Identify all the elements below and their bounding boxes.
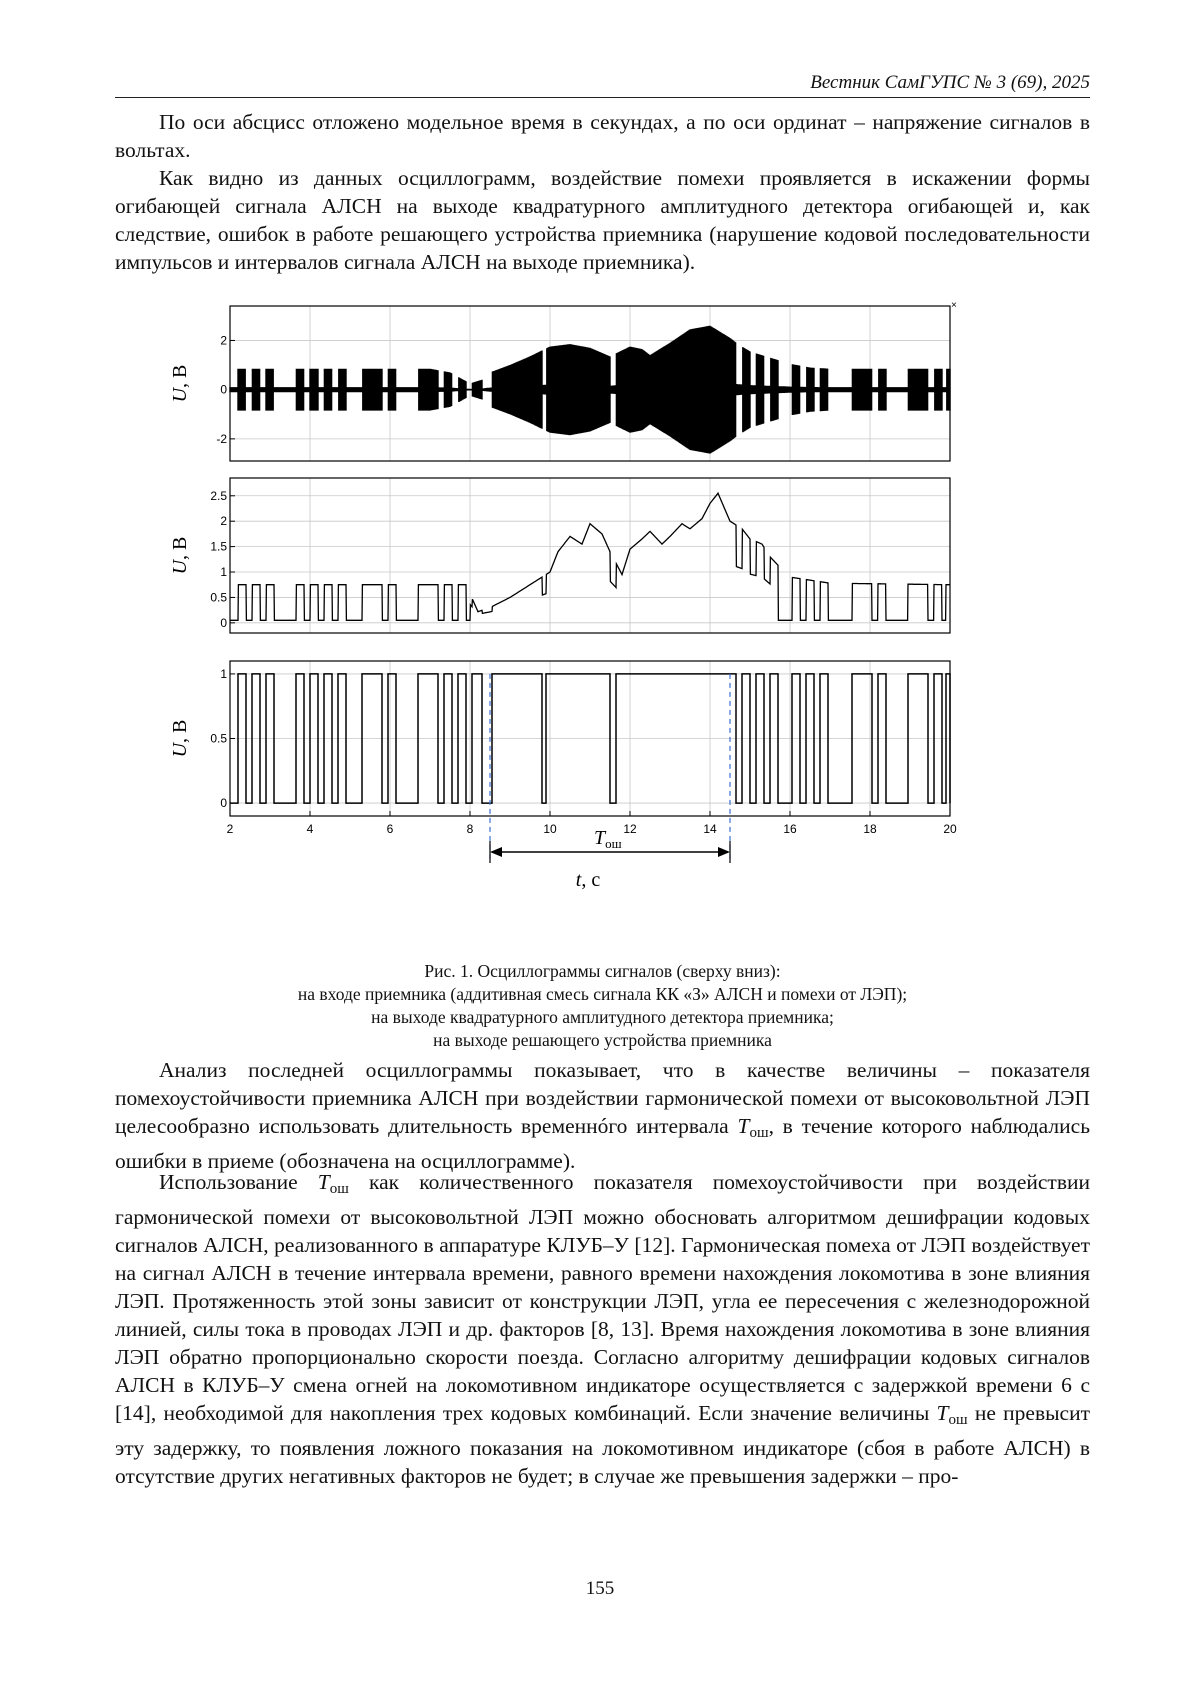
error-interval-arrowhead-left: [490, 847, 502, 857]
x-axis-symbol: t: [575, 869, 582, 891]
t-err-symbol: T: [737, 1114, 750, 1138]
paragraph-3: [115, 1056, 1090, 1175]
y-tick-label: 0: [220, 382, 227, 397]
journal-header: Вестник СамГУПС № 3 (69), 2025: [810, 72, 1090, 93]
x-tick-label: 2: [226, 822, 234, 836]
y-tick-label: 0.5: [210, 731, 227, 746]
y-axis-symbol: U: [169, 742, 191, 758]
t-err-symbol: T: [936, 1400, 949, 1425]
error-interval-subscript: ош: [605, 836, 622, 851]
y-tick-label: 0: [220, 615, 227, 630]
y-tick-label: 0: [220, 796, 227, 811]
y-axis-label: [169, 537, 191, 575]
x-tick-label: 18: [863, 822, 877, 836]
y-axis-symbol: U: [169, 387, 191, 403]
x-axis-unit: , с: [581, 869, 601, 891]
figure-caption: [115, 960, 1090, 1052]
x-tick-label: 16: [783, 822, 797, 836]
y-tick-label: 1: [220, 666, 227, 681]
caption-line-3: на выходе квадратурного амплитудного детектора приемника;: [371, 1007, 834, 1027]
paragraph-4-part-c: не превысит эту задержку, то появления ложного показания на локомотивном индикаторе (сбоя в работе АЛСН) в отсутствие других негативных факторов не будет; в случае же превышения задержки – про-: [115, 1400, 1090, 1488]
x-tick-label: 4: [306, 822, 314, 836]
oscillogram-panel-2: [169, 478, 950, 633]
t-err-subscript: ош: [948, 1411, 968, 1428]
paragraph-1: По оси абсцисс отложено модельное время в секундах, а по оси ординат – напряжение сигналов в вольтах.: [115, 110, 1090, 162]
paragraph-4: [115, 1168, 1090, 1490]
t-err-symbol: T: [317, 1170, 330, 1194]
y-axis-unit: , В: [169, 719, 191, 743]
x-tick-label: 10: [543, 822, 557, 836]
paragraph-4-part-b: как количественного показателя помехоустойчивости при воздействии гармонической помехи от высоковольтной ЛЭП можно обосновать алгоритмом дешифрации кодовых сигналов АЛСН, реализованного в аппаратуре КЛУБ–У [12]. Гармоническая помеха от ЛЭП воздействует на сигнал АЛСН в течение интервала времени, равного времени нахождения локомотива в зоне влияния ЛЭП. Протяженность этой зоны зависит от конструкции ЛЭП, угла ее пересечения с железнодорожной линией, силы тока в проводах ЛЭП и др. факторов [8, 13]. Время нахождения локомотива в зоне влияния ЛЭП обратно пропорционально скорости поезда. Согласно алгоритму дешифрации кодовых сигналов АЛСН в КЛУБ–У смена огней на локомотивном индикаторе осуществляется с задержкой времени 6 с [14], необходимой для накопления трех кодовых комбинаций. Если значение величины: [115, 1170, 1090, 1425]
oscillogram-figure: [150, 300, 1050, 946]
caption-line-1: Рис. 1. Осциллограммы сигналов (сверху вниз):: [424, 961, 781, 981]
y-axis-label: [169, 720, 191, 758]
caption-line-4: на выходе решающего устройства приемника: [433, 1030, 772, 1050]
page-number: 155: [585, 1578, 615, 1599]
axis-corner-mark: ×: [951, 300, 957, 311]
paragraph-3-part-b: , в течение которого наблюдались ошибки в приеме (обозначена на осциллограмме).: [115, 1114, 1090, 1173]
t-err-subscript: ош: [329, 1180, 349, 1197]
y-tick-label: 2: [220, 333, 227, 348]
error-interval-label: [594, 827, 622, 851]
y-axis-unit: , В: [169, 364, 191, 388]
y-axis-symbol: U: [169, 559, 191, 575]
oscillogram-panel-1: [169, 300, 957, 461]
y-tick-label: 0.5: [210, 590, 227, 605]
y-tick-label: -2: [216, 431, 227, 446]
x-tick-label: 12: [623, 822, 637, 836]
y-tick-label: 1.5: [210, 539, 227, 554]
paragraph-4-part-a: Использование: [159, 1170, 318, 1194]
y-tick-label: 1: [220, 565, 227, 580]
y-axis-unit: , В: [169, 536, 191, 560]
x-tick-label: 14: [703, 822, 717, 836]
x-axis-label: [576, 869, 601, 891]
caption-line-2: на входе приемника (аддитивная смесь сигнала КК «З» АЛСН и помехи от ЛЭП);: [297, 984, 908, 1004]
x-tick-label: 6: [386, 822, 394, 836]
detector-output-trace: [230, 493, 950, 620]
x-tick-label: 20: [943, 822, 957, 836]
y-tick-label: 2: [220, 514, 227, 529]
oscillogram-panel-3: [169, 661, 957, 891]
t-err-subscript: ош: [749, 1124, 769, 1141]
paragraph-2: Как видно из данных осциллограмм, воздействие помехи проявляется в искажении формы огибающей сигнала АЛСН на выходе квадратурного амплитудного детектора огибающей и, как следствие, ошибок в работе решающего устройства приемника (нарушение кодовой последовательности импульсов и интервалов сигнала АЛСН на выходе приемника).: [115, 166, 1090, 274]
error-interval-arrowhead-right: [718, 847, 730, 857]
y-tick-label: 2.5: [210, 488, 227, 503]
x-tick-label: 8: [466, 822, 474, 836]
error-interval-symbol: T: [594, 827, 606, 849]
paragraph-3-part-a: Анализ последней осциллограммы показывает, что в качестве величины – показателя помехоустойчивости приемника АЛСН при воздействии гармонической помехи от высоковольтной ЛЭП целесообразно использовать длительность временнóго интервала: [115, 1058, 1090, 1138]
header-rule: [115, 97, 1090, 98]
y-axis-label: [169, 365, 191, 403]
